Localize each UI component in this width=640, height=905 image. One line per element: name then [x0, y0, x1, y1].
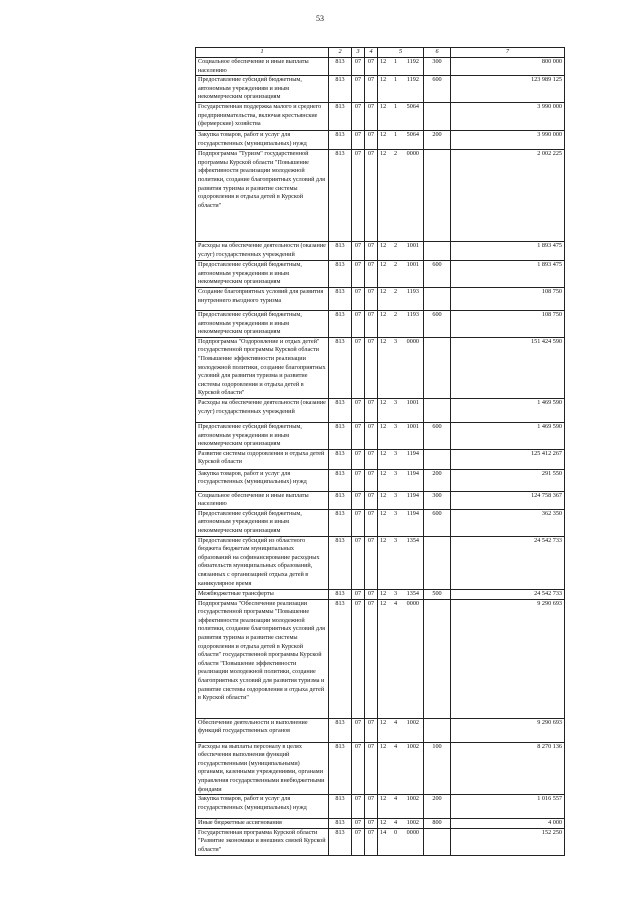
row-expense-type: 600 — [424, 261, 451, 288]
row-expense-type — [424, 398, 451, 422]
target-program: 12 — [380, 261, 387, 269]
row-amount: 123 989 125 — [451, 76, 565, 103]
target-direction: 1194 — [406, 491, 419, 499]
row-target-article — [378, 819, 424, 829]
table-row — [196, 242, 565, 261]
row-target-article — [378, 103, 424, 131]
table-row — [196, 589, 565, 599]
row-section: 07 — [352, 795, 365, 819]
row-grbs: 813 — [329, 337, 352, 398]
row-expense-type — [424, 449, 451, 469]
row-subsection: 07 — [365, 337, 378, 398]
row-amount: 1 469 590 — [451, 398, 565, 422]
row-expense-type — [424, 242, 451, 261]
row-target-article — [378, 58, 424, 76]
row-subsection: 07 — [365, 76, 378, 103]
row-amount: 1 893 475 — [451, 242, 565, 261]
row-section: 07 — [352, 310, 365, 337]
table-row — [196, 599, 565, 718]
target-subprogram: 3 — [393, 469, 398, 477]
row-name: Расходы на выплаты персоналу в целях обеспечения выполнения функций государственными (муниципальными) органами, казенными учреждениями, органами управления государственными внебюджетными фондами — [196, 742, 329, 795]
row-target-article — [378, 509, 424, 536]
row-section: 07 — [352, 589, 365, 599]
table-row — [196, 819, 565, 829]
row-expense-type: 200 — [424, 131, 451, 150]
row-target-article — [378, 287, 424, 310]
target-program: 12 — [380, 449, 387, 457]
target-direction: 1002 — [406, 819, 419, 827]
target-program: 12 — [380, 76, 387, 84]
row-expense-type: 600 — [424, 509, 451, 536]
row-section: 07 — [352, 422, 365, 449]
row-name: Расходы на обеспечение деятельности (оказание услуг) государственных учреждений — [196, 242, 329, 261]
target-subprogram: 3 — [393, 337, 398, 345]
row-section: 07 — [352, 76, 365, 103]
row-section: 07 — [352, 150, 365, 242]
table-row — [196, 398, 565, 422]
target-direction: 5064 — [406, 131, 419, 139]
row-amount: 108 750 — [451, 310, 565, 337]
row-name: Социальное обеспечение и иные выплаты населению — [196, 491, 329, 509]
target-subprogram: 3 — [393, 509, 398, 517]
row-section: 07 — [352, 819, 365, 829]
row-target-article — [378, 261, 424, 288]
row-subsection: 07 — [365, 536, 378, 589]
row-subsection: 07 — [365, 469, 378, 491]
row-section: 07 — [352, 287, 365, 310]
row-name: Подпрограмма "Оздоровление и отдых детей" государственной программы Курской области "Повышение эффективности реализации молодежной политики, создание благоприятных условий для развития туризма и развитие системы оздоровления и отдыха детей в Курской области" — [196, 337, 329, 398]
row-section: 07 — [352, 491, 365, 509]
target-program: 12 — [380, 589, 387, 597]
row-amount: 108 750 — [451, 287, 565, 310]
table-row — [196, 742, 565, 795]
table-row — [196, 422, 565, 449]
header-cell: 5 — [378, 48, 424, 58]
table-row — [196, 76, 565, 103]
table-body — [196, 58, 565, 856]
row-subsection: 07 — [365, 287, 378, 310]
row-expense-type — [424, 718, 451, 742]
row-section: 07 — [352, 131, 365, 150]
row-name: Создание благоприятных условий для развития внутреннего въездного туризма — [196, 287, 329, 310]
table-row — [196, 58, 565, 76]
row-section: 07 — [352, 509, 365, 536]
row-subsection: 07 — [365, 58, 378, 76]
table-row — [196, 536, 565, 589]
row-grbs: 813 — [329, 819, 352, 829]
row-expense-type: 300 — [424, 491, 451, 509]
row-grbs: 813 — [329, 103, 352, 131]
target-direction: 1193 — [406, 310, 419, 318]
table-row — [196, 469, 565, 491]
row-expense-type: 200 — [424, 469, 451, 491]
table-row — [196, 509, 565, 536]
row-expense-type — [424, 287, 451, 310]
row-subsection: 07 — [365, 103, 378, 131]
row-grbs: 813 — [329, 76, 352, 103]
target-program: 12 — [380, 599, 387, 607]
row-target-article — [378, 422, 424, 449]
row-amount: 291 550 — [451, 469, 565, 491]
row-target-article — [378, 742, 424, 795]
row-target-article — [378, 469, 424, 491]
target-direction: 5064 — [406, 103, 419, 111]
target-direction: 1001 — [406, 261, 419, 269]
row-name: Предоставление субсидий бюджетным, автономным учреждениям и иным некоммерческим организациям — [196, 422, 329, 449]
row-subsection: 07 — [365, 509, 378, 536]
row-grbs: 813 — [329, 242, 352, 261]
page-number: 53 — [316, 14, 324, 23]
row-section: 07 — [352, 58, 365, 76]
row-name: Государственная поддержка малого и среднего предпринимательства, включая крестьянские (фермерские) хозяйства — [196, 103, 329, 131]
target-subprogram: 3 — [393, 449, 398, 457]
row-name: Развитие системы оздоровления и отдыха детей Курской области — [196, 449, 329, 469]
row-section: 07 — [352, 261, 365, 288]
row-amount: 152 250 — [451, 828, 565, 855]
row-grbs: 813 — [329, 398, 352, 422]
row-subsection: 07 — [365, 398, 378, 422]
target-subprogram: 2 — [393, 150, 398, 158]
row-name: Обеспечение деятельности и выполнение функций государственных органов — [196, 718, 329, 742]
row-grbs: 813 — [329, 261, 352, 288]
target-program: 12 — [380, 398, 387, 406]
table-row — [196, 103, 565, 131]
row-name: Предоставление субсидий бюджетным, автономным учреждениям и иным некоммерческим организациям — [196, 310, 329, 337]
row-subsection: 07 — [365, 589, 378, 599]
target-direction: 1194 — [406, 469, 419, 477]
row-grbs: 813 — [329, 310, 352, 337]
row-target-article — [378, 718, 424, 742]
row-amount: 24 542 733 — [451, 536, 565, 589]
row-expense-type — [424, 103, 451, 131]
row-subsection: 07 — [365, 422, 378, 449]
target-direction: 1001 — [406, 422, 419, 430]
row-subsection: 07 — [365, 491, 378, 509]
row-name: Закупка товаров, работ и услуг для государственных (муниципальных) нужд — [196, 469, 329, 491]
target-direction: 0000 — [406, 599, 419, 607]
target-subprogram: 1 — [393, 58, 398, 65]
target-subprogram: 1 — [393, 76, 398, 84]
row-amount: 125 412 267 — [451, 449, 565, 469]
target-subprogram: 3 — [393, 589, 398, 597]
target-program: 12 — [380, 131, 387, 139]
row-section: 07 — [352, 103, 365, 131]
row-subsection: 07 — [365, 150, 378, 242]
row-subsection: 07 — [365, 310, 378, 337]
row-grbs: 813 — [329, 150, 352, 242]
row-expense-type — [424, 536, 451, 589]
row-section: 07 — [352, 398, 365, 422]
target-program: 12 — [380, 422, 387, 430]
row-subsection: 07 — [365, 828, 378, 855]
row-amount: 124 758 367 — [451, 491, 565, 509]
target-program: 12 — [380, 819, 387, 827]
row-amount: 1 893 475 — [451, 261, 565, 288]
row-expense-type: 100 — [424, 742, 451, 795]
row-subsection: 07 — [365, 131, 378, 150]
target-direction: 1193 — [406, 287, 419, 295]
row-grbs: 813 — [329, 491, 352, 509]
row-amount: 8 270 136 — [451, 742, 565, 795]
target-program: 12 — [380, 337, 387, 345]
row-target-article — [378, 491, 424, 509]
row-expense-type: 600 — [424, 422, 451, 449]
row-target-article — [378, 536, 424, 589]
target-subprogram: 2 — [393, 261, 398, 269]
row-amount: 2 002 225 — [451, 150, 565, 242]
target-program: 12 — [380, 795, 387, 803]
target-direction: 0000 — [406, 337, 419, 345]
row-name: Закупка товаров, работ и услуг для государственных (муниципальных) нужд — [196, 131, 329, 150]
row-subsection: 07 — [365, 261, 378, 288]
target-program: 12 — [380, 509, 387, 517]
row-grbs: 813 — [329, 287, 352, 310]
row-target-article — [378, 310, 424, 337]
row-name: Социальное обеспечение и иные выплаты населению — [196, 58, 329, 76]
row-expense-type — [424, 337, 451, 398]
row-section: 07 — [352, 536, 365, 589]
table-row — [196, 718, 565, 742]
row-section: 07 — [352, 469, 365, 491]
row-amount: 800 000 — [451, 58, 565, 76]
header-cell: 6 — [424, 48, 451, 58]
row-grbs: 813 — [329, 589, 352, 599]
target-program: 14 — [380, 828, 387, 836]
row-amount: 1 469 590 — [451, 422, 565, 449]
row-subsection: 07 — [365, 795, 378, 819]
row-target-article — [378, 599, 424, 718]
row-amount: 4 000 — [451, 819, 565, 829]
row-section: 07 — [352, 242, 365, 261]
row-target-article — [378, 150, 424, 242]
row-subsection: 07 — [365, 449, 378, 469]
row-amount: 24 542 733 — [451, 589, 565, 599]
row-grbs: 813 — [329, 449, 352, 469]
row-expense-type: 800 — [424, 819, 451, 829]
target-direction: 0000 — [406, 150, 419, 158]
row-name: Предоставление субсидий бюджетным, автономным учреждениям и иным некоммерческим организациям — [196, 509, 329, 536]
row-grbs: 813 — [329, 131, 352, 150]
row-amount: 9 290 693 — [451, 718, 565, 742]
target-program: 12 — [380, 469, 387, 477]
header-cell: 1 — [196, 48, 329, 58]
row-target-article — [378, 589, 424, 599]
table-row — [196, 261, 565, 288]
table-row — [196, 310, 565, 337]
row-expense-type: 600 — [424, 310, 451, 337]
row-name: Подпрограмма "Туризм" государственной программы Курской области "Повышение эффективности реализации молодежной политики, создание благоприятных условий для развития туризма и развитие системы оздоровления и отдыха детей в Курской области" — [196, 150, 329, 242]
target-program: 12 — [380, 718, 387, 726]
row-subsection: 07 — [365, 819, 378, 829]
row-target-article — [378, 131, 424, 150]
target-program: 12 — [380, 150, 387, 158]
target-subprogram: 1 — [393, 103, 398, 111]
target-subprogram: 3 — [393, 536, 398, 544]
row-section: 07 — [352, 449, 365, 469]
target-subprogram: 3 — [393, 491, 398, 499]
target-program: 12 — [380, 310, 387, 318]
target-program: 12 — [380, 242, 387, 250]
target-direction: 1002 — [406, 718, 419, 726]
table-row — [196, 795, 565, 819]
row-section: 07 — [352, 828, 365, 855]
row-grbs: 813 — [329, 742, 352, 795]
row-amount: 362 350 — [451, 509, 565, 536]
row-name: Предоставление субсидий из областного бюджета бюджетам муниципальных образований на софинансирование расходных обязательств муниципальных образований, связанных с организацией отдыха детей в каникулярное время — [196, 536, 329, 589]
row-expense-type: 600 — [424, 76, 451, 103]
row-name: Расходы на обеспечение деятельности (оказание услуг) государственных учреждений — [196, 398, 329, 422]
row-name: Государственная программа Курской области "Развитие экономики и внешних связей Курской области" — [196, 828, 329, 855]
row-grbs: 813 — [329, 509, 352, 536]
row-target-article — [378, 398, 424, 422]
table-row — [196, 150, 565, 242]
row-grbs: 813 — [329, 718, 352, 742]
target-subprogram: 4 — [393, 718, 398, 726]
row-expense-type: 200 — [424, 795, 451, 819]
row-grbs: 813 — [329, 828, 352, 855]
table-row — [196, 337, 565, 398]
target-subprogram: 3 — [393, 422, 398, 430]
target-direction: 1354 — [406, 536, 419, 544]
target-direction: 1002 — [406, 742, 419, 750]
row-expense-type — [424, 599, 451, 718]
target-subprogram: 4 — [393, 819, 398, 827]
target-direction: 0000 — [406, 828, 419, 836]
row-subsection: 07 — [365, 242, 378, 261]
row-amount: 9 290 693 — [451, 599, 565, 718]
target-direction: 1192 — [406, 76, 419, 84]
header-cell: 7 — [451, 48, 565, 58]
target-direction: 1192 — [406, 58, 419, 65]
table-row — [196, 449, 565, 469]
target-program: 12 — [380, 287, 387, 295]
target-program: 12 — [380, 742, 387, 750]
row-section: 07 — [352, 599, 365, 718]
target-direction: 1001 — [406, 242, 419, 250]
target-direction: 1194 — [406, 449, 419, 457]
row-expense-type: 500 — [424, 589, 451, 599]
table-row — [196, 828, 565, 855]
target-program: 12 — [380, 103, 387, 111]
header-cell: 2 — [329, 48, 352, 58]
target-subprogram: 3 — [393, 398, 398, 406]
target-direction: 1001 — [406, 398, 419, 406]
table-row — [196, 491, 565, 509]
target-program: 12 — [380, 491, 387, 499]
row-amount: 3 990 000 — [451, 131, 565, 150]
row-expense-type — [424, 828, 451, 855]
row-amount: 3 990 000 — [451, 103, 565, 131]
target-program: 12 — [380, 536, 387, 544]
row-target-article — [378, 242, 424, 261]
row-grbs: 813 — [329, 58, 352, 76]
row-target-article — [378, 449, 424, 469]
row-name: Иные бюджетные ассигнования — [196, 819, 329, 829]
target-subprogram: 4 — [393, 795, 398, 803]
target-subprogram: 2 — [393, 242, 398, 250]
row-section: 07 — [352, 337, 365, 398]
row-name: Предоставление субсидий бюджетным, автономным учреждениям и иным некоммерческим организациям — [196, 261, 329, 288]
row-subsection: 07 — [365, 599, 378, 718]
target-direction: 1194 — [406, 509, 419, 517]
row-amount: 151 424 590 — [451, 337, 565, 398]
row-section: 07 — [352, 718, 365, 742]
target-direction: 1354 — [406, 589, 419, 597]
budget-table — [195, 47, 565, 856]
row-name: Межбюджетные трансферты — [196, 589, 329, 599]
row-section: 07 — [352, 742, 365, 795]
target-subprogram: 2 — [393, 287, 398, 295]
row-grbs: 813 — [329, 422, 352, 449]
target-subprogram: 0 — [393, 828, 398, 836]
table-row — [196, 287, 565, 310]
row-target-article — [378, 76, 424, 103]
header-row — [196, 48, 565, 58]
row-target-article — [378, 795, 424, 819]
row-name: Закупка товаров, работ и услуг для государственных (муниципальных) нужд — [196, 795, 329, 819]
row-name: Подпрограмма "Обеспечение реализации государственной программы "Повышение эффективности реализации молодежной политики, создание благоприятных условий для развития туризма и развитие системы оздоровления и отдыха детей в Курской области" государственной программы Курской области "Повышение эффективности реализации молодежной политики, создание благоприятных условий для развития туризма и развитие системы оздоровления и отдыха детей в Курской области" — [196, 599, 329, 718]
target-program: 12 — [380, 58, 387, 65]
row-name: Предоставление субсидий бюджетным, автономным учреждениям и иным некоммерческим организациям — [196, 76, 329, 103]
target-subprogram: 4 — [393, 599, 398, 607]
row-target-article — [378, 828, 424, 855]
target-subprogram: 2 — [393, 310, 398, 318]
row-grbs: 813 — [329, 469, 352, 491]
row-expense-type — [424, 150, 451, 242]
row-grbs: 813 — [329, 599, 352, 718]
target-direction: 1002 — [406, 795, 419, 803]
table-row — [196, 131, 565, 150]
row-subsection: 07 — [365, 742, 378, 795]
target-subprogram: 4 — [393, 742, 398, 750]
header-cell: 3 — [352, 48, 365, 58]
row-grbs: 813 — [329, 536, 352, 589]
row-amount: 1 016 557 — [451, 795, 565, 819]
header-cell: 4 — [365, 48, 378, 58]
row-subsection: 07 — [365, 718, 378, 742]
target-subprogram: 1 — [393, 131, 398, 139]
row-grbs: 813 — [329, 795, 352, 819]
row-target-article — [378, 337, 424, 398]
row-expense-type: 300 — [424, 58, 451, 76]
